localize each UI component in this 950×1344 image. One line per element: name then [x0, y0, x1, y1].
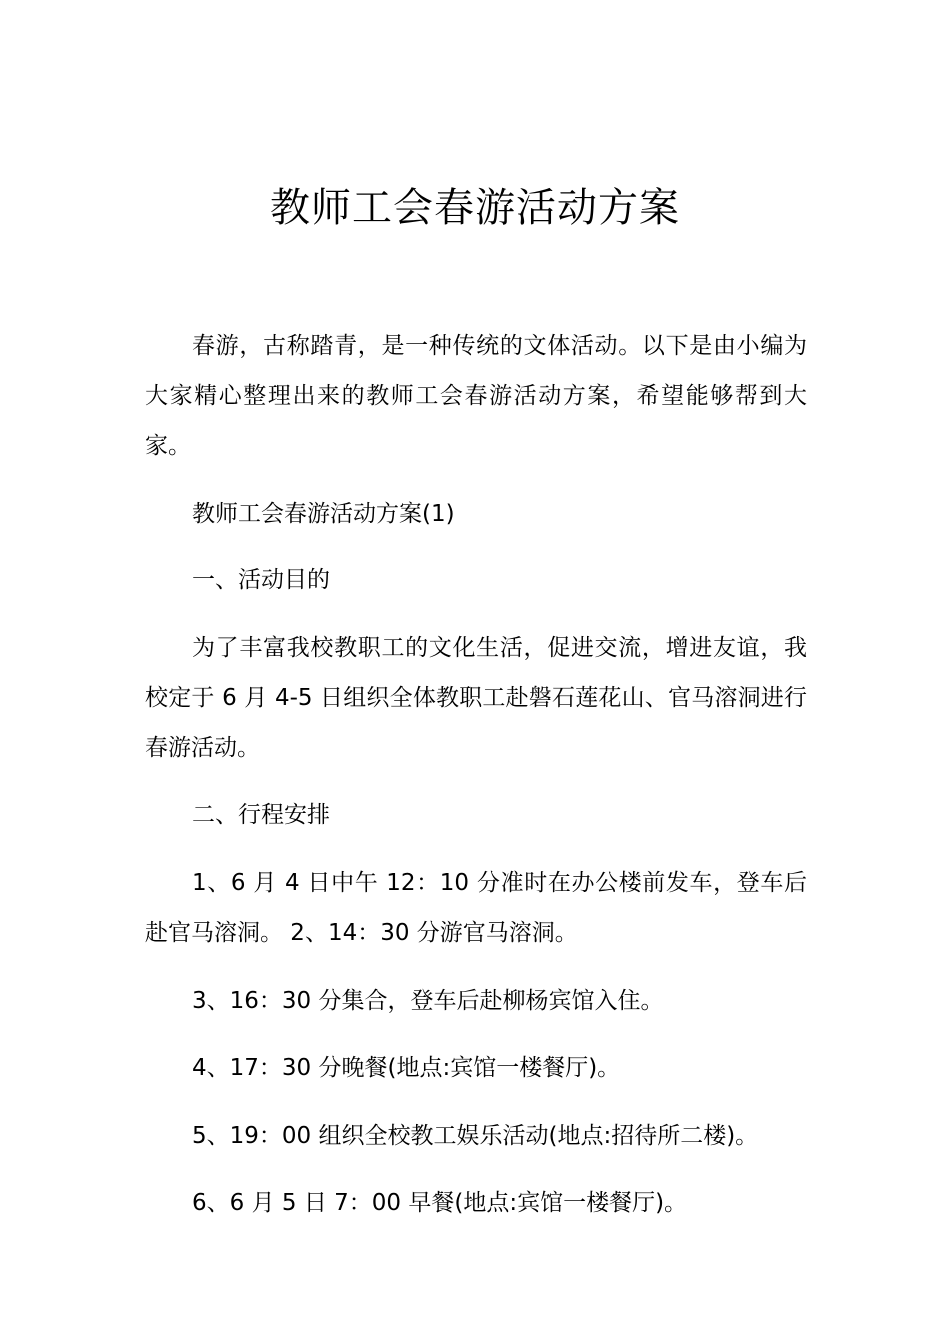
schedule-item-6: 6、6 月 5 日 7：00 早餐(地点:宾馆一楼餐厅)。 [192, 1190, 688, 1216]
intro-paragraph: 春游，古称踏青，是一种传统的文体活动。以下是由小编为大家精心整理出来的教师工会春游活动方案，希望能够帮到大家。 [145, 333, 807, 459]
section-heading-schedule: 二、行程安排 [192, 802, 330, 828]
document-title: 教师工会春游活动方案 [270, 185, 680, 231]
schedule-item-4: 4、17：30 分晚餐(地点:宾馆一楼餐厅)。 [192, 1055, 621, 1081]
section-heading-plan-1: 教师工会春游活动方案(1) [192, 501, 455, 527]
schedule-item-1-2: 1、6 月 4 日中午 12：10 分准时在办公楼前发车，登车后赴官马溶洞。 2、14：30 分游官马溶洞。 [145, 870, 807, 946]
schedule-item-3: 3、16：30 分集合，登车后赴柳杨宾馆入住。 [192, 988, 664, 1014]
purpose-paragraph: 为了丰富我校教职工的文化生活，促进交流，增进友谊，我校定于 6 月 4-5 日组织全体教职工赴磐石莲花山、官马溶洞进行春游活动。 [145, 635, 807, 761]
schedule-item-5: 5、19：00 组织全校教工娱乐活动(地点:招待所二楼)。 [192, 1123, 759, 1149]
section-heading-purpose: 一、活动目的 [192, 567, 330, 593]
